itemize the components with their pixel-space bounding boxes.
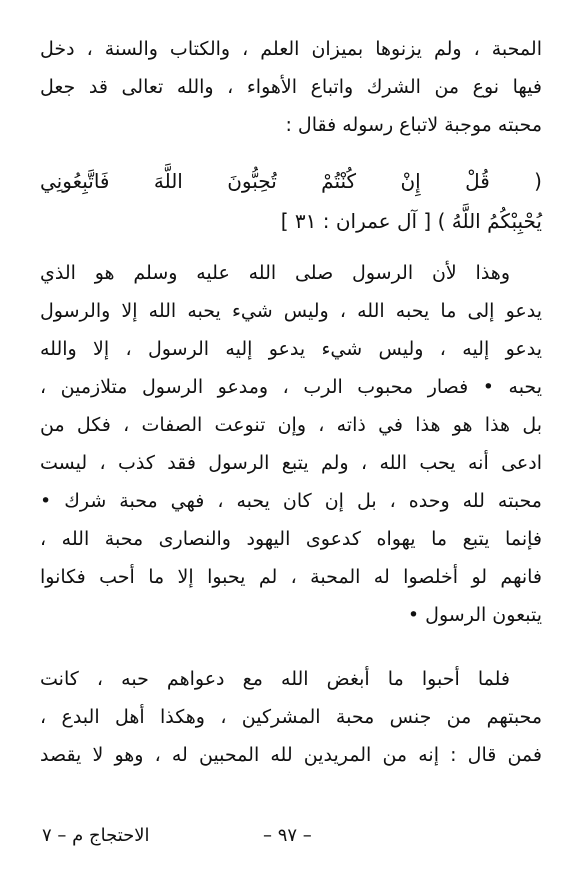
text-line: يحبه • فصار محبوب الرب ، ومدعو الرسول متلازمين ، — [40, 376, 542, 398]
text-line: محبتهم من جنس محبة المشركين ، وهكذا أهل البدع ، — [40, 706, 542, 728]
text-line: يدعو إلى ما يحبه الله ، وليس شيء يحبه الله إلا والرسول — [40, 300, 542, 322]
text-line: فيها نوع من الشرك واتباع الأهواء ، والله تعالى قد جعل — [40, 76, 542, 98]
page-number: – ٩٧ – — [263, 825, 312, 846]
text-line: فمن قال : إنه من المريدين لله المحبين له ، وهو لا يقصد — [40, 744, 542, 766]
text-line: محبته موجبة لاتباع رسوله فقال : — [285, 114, 542, 136]
text-line: محبته لله وحده ، بل إن كان يحبه ، فهي محبة شرك • — [40, 490, 542, 512]
text-line: المحبة ، ولم يزنوها بميزان العلم ، والكتاب والسنة ، دخل — [40, 38, 542, 60]
text-line: يتبعون الرسول • — [407, 604, 542, 626]
printer-signature: الاحتجاج م – ٧ — [42, 825, 150, 846]
text-line: يدعو إليه ، وليس شيء يدعو إليه الرسول ، إلا والله — [40, 338, 542, 360]
text-line: وهذا لأن الرسول صلى الله عليه وسلم هو الذي — [40, 262, 510, 284]
text-line: فإنما يتبع ما يهواه كدعوى اليهود والنصارى محبة الله ، — [40, 528, 542, 550]
text-line: فلما أحبوا ما أبغض الله مع دعواهم حبه ، كانت — [40, 668, 510, 690]
text-line: ادعى أنه يحب الله ، ولم يتبع الرسول فقد كذب ، ليست — [40, 452, 542, 474]
text-line: بل هذا هو هذا في ذاته ، وإن تنوعت الصفات ، فكل من — [40, 414, 542, 436]
verse-line: ( قُلْ إِنْ كُنْتُمْ تُحِبُّونَ اللَّهَ فَاتَّبِعُونِي — [40, 169, 542, 193]
verse-line: يُحْبِبْكُمُ اللَّهُ ) [ آل عمران : ٣١ ] — [280, 209, 542, 233]
text-line: فانهم لو أخلصوا له المحبة ، لم يحبوا إلا ما أحب فكانوا — [40, 566, 542, 588]
